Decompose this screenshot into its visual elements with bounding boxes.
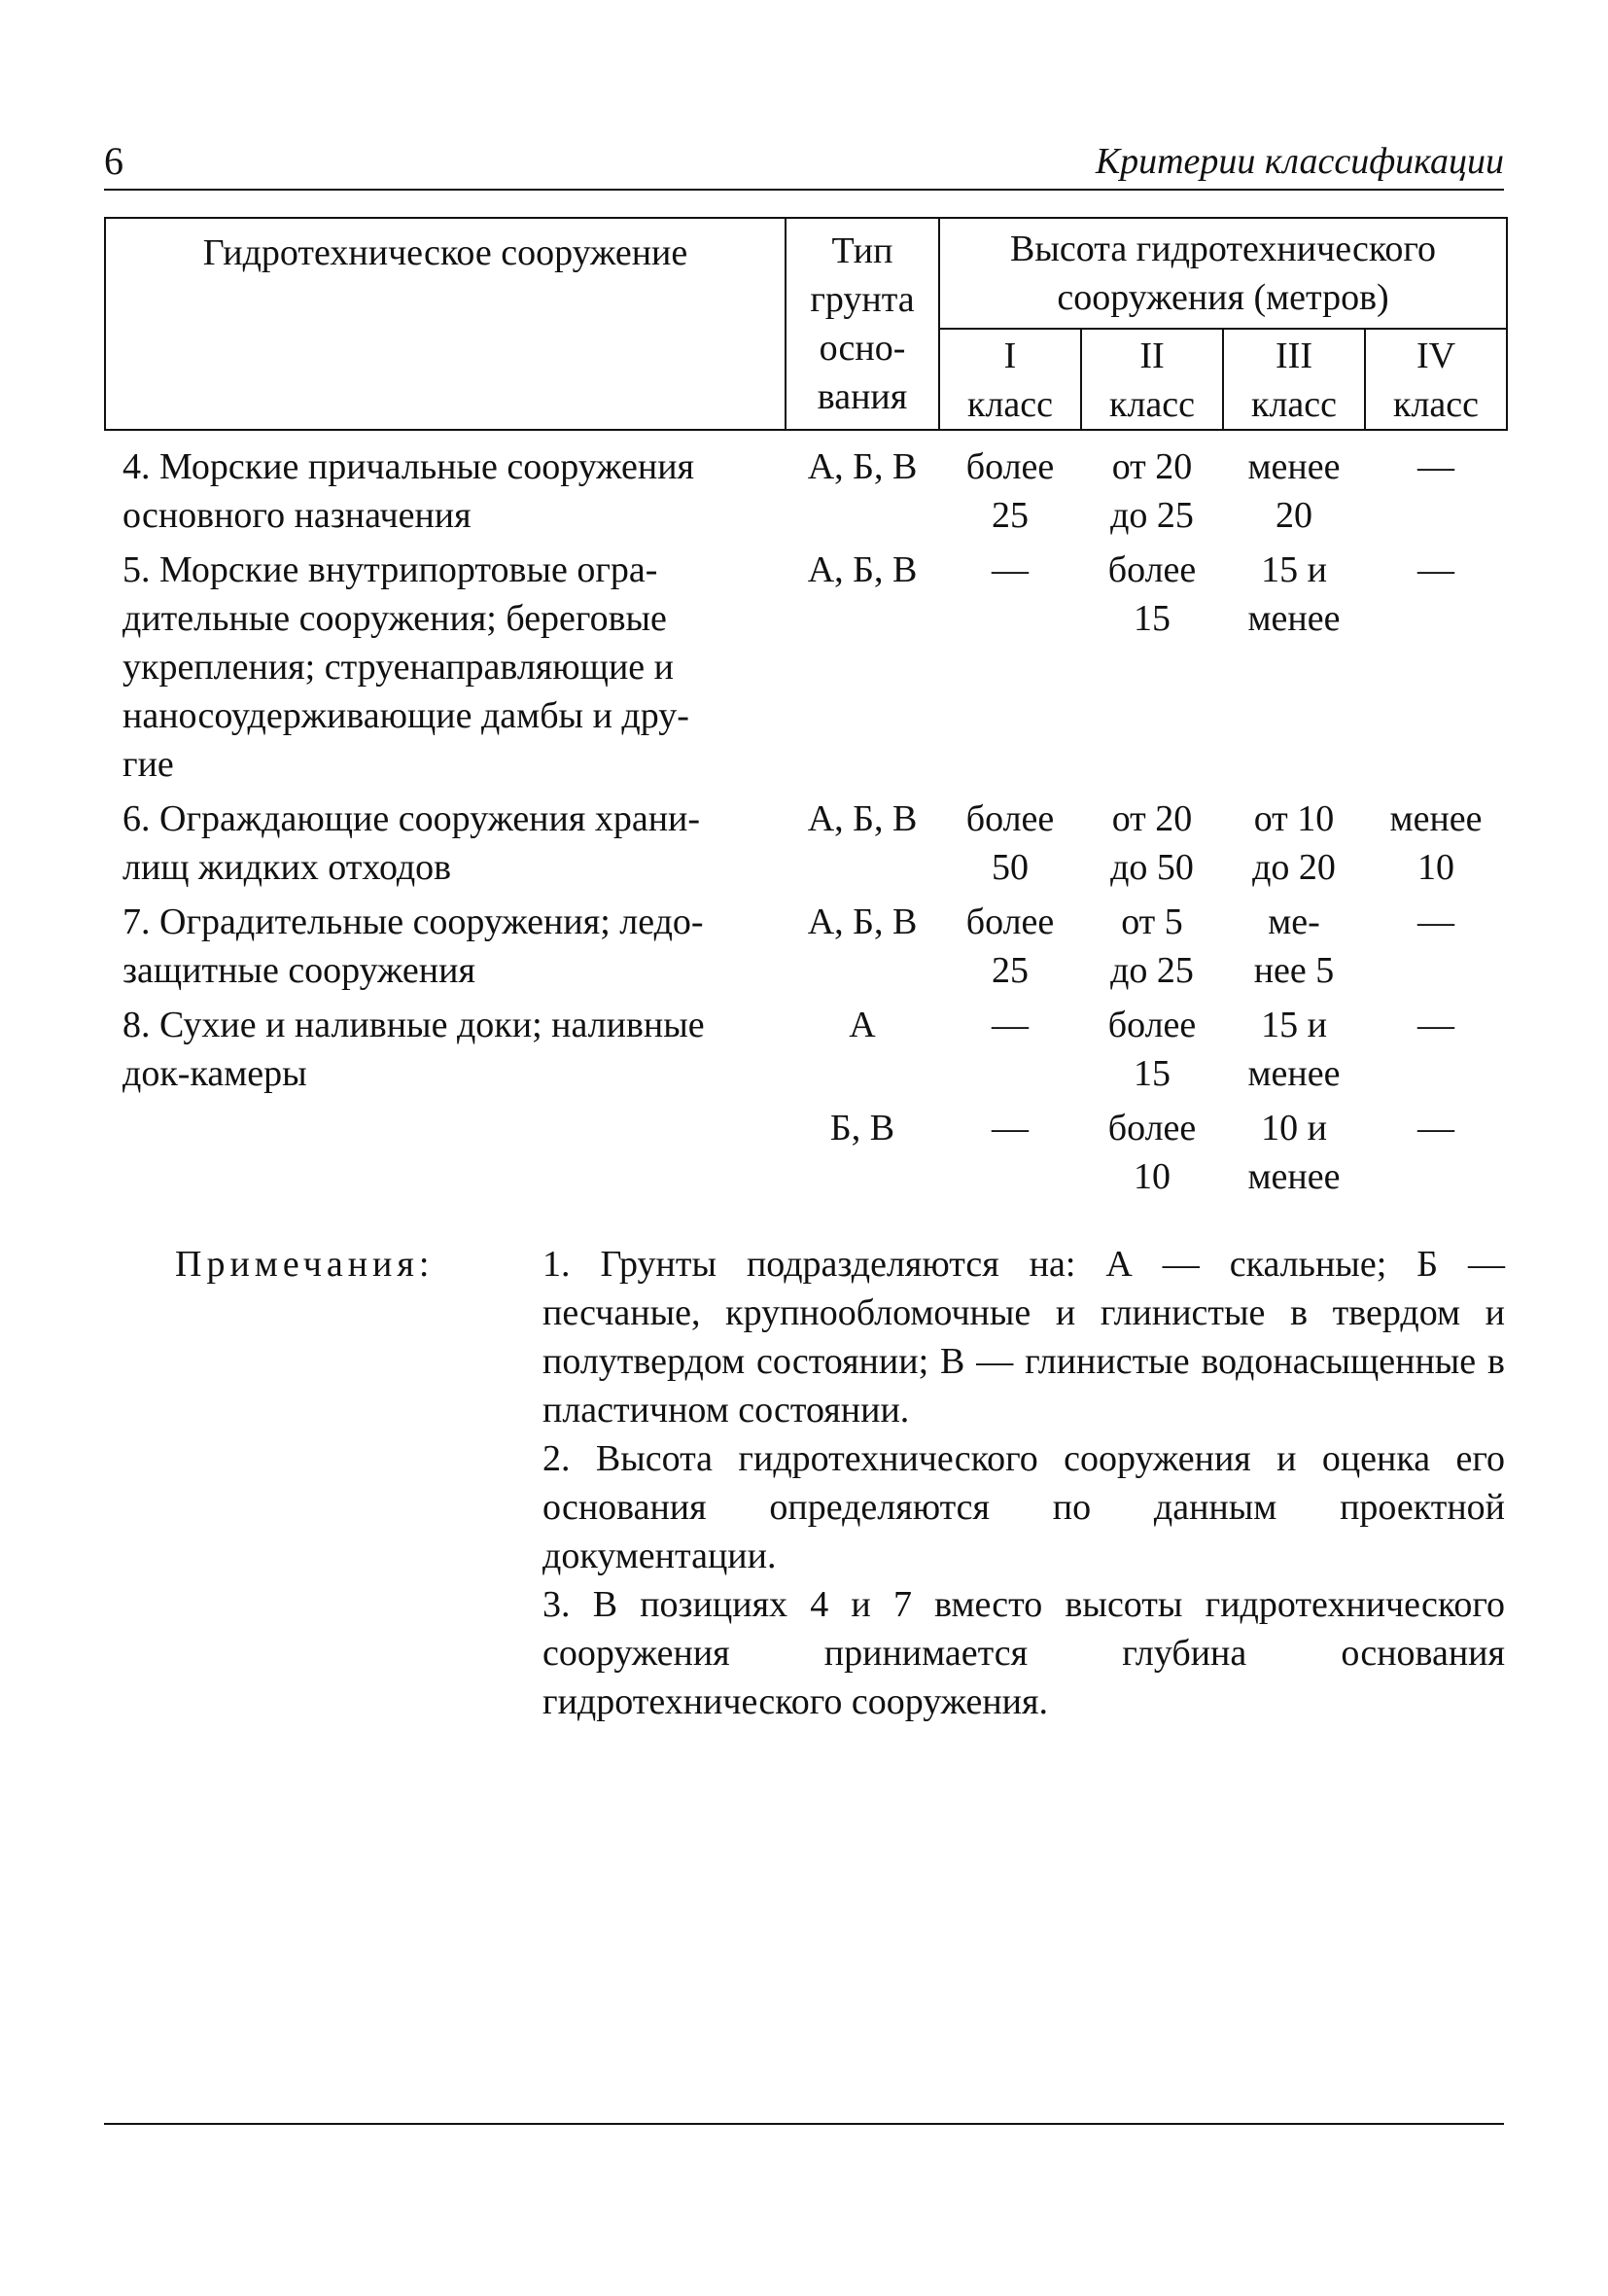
- notes-label: Примечания:: [175, 1244, 435, 1285]
- row-soil: А: [849, 1005, 876, 1045]
- table-row: [105, 892, 1507, 995]
- row-class-2: от 20 до 50: [1110, 798, 1194, 888]
- row-soil: А, Б, В: [807, 549, 918, 590]
- row-class-1: более 25: [965, 446, 1055, 536]
- row-class-4: —: [1417, 446, 1455, 487]
- header-class-1: I класс: [939, 329, 1081, 430]
- row-soil: А, Б, В: [807, 446, 918, 487]
- header-class-4: IV класс: [1365, 329, 1507, 430]
- row-class-2: более 15: [1107, 1005, 1197, 1094]
- section-title: Критерии классификации: [1095, 141, 1504, 182]
- row-structure-name: 7. Оградительные сооружения; ледо- защитные сооружения: [122, 901, 704, 991]
- row-class-1: более 50: [965, 798, 1055, 888]
- row-class-1: —: [992, 1005, 1029, 1045]
- page-number: 6: [104, 139, 123, 183]
- page-header: [104, 128, 1504, 191]
- notes-body: [542, 1240, 1505, 1726]
- footer-rule: [104, 2123, 1504, 2125]
- table-row: [105, 430, 1507, 540]
- table-row: [105, 995, 1507, 1098]
- row-class-2: более 15: [1107, 549, 1197, 639]
- classification-table: [104, 217, 1508, 1201]
- row-class-2: от 20 до 25: [1110, 446, 1194, 536]
- row-class-3: от 10 до 20: [1252, 798, 1336, 888]
- header-soil-type: Тип грунта осно- вания: [786, 218, 939, 430]
- header-structure: Гидротехническое сооружение: [105, 218, 786, 430]
- row-structure-name: 6. Ограждающие сооружения храни- лищ жидких отходов: [122, 798, 701, 888]
- row-class-1: более 25: [965, 901, 1055, 991]
- table-row: [105, 540, 1507, 789]
- row-class-3: 15 и менее: [1247, 549, 1341, 639]
- row-soil: А, Б, В: [807, 798, 918, 839]
- row-class-4: —: [1417, 1005, 1455, 1045]
- table-row: [105, 1098, 1507, 1201]
- row-class-4: —: [1417, 549, 1455, 590]
- row-soil: Б, В: [829, 1108, 895, 1148]
- row-structure-name: [105, 1098, 786, 1201]
- row-soil: А, Б, В: [807, 901, 918, 942]
- row-class-4: менее 10: [1389, 798, 1483, 888]
- row-class-3: 15 и менее: [1247, 1005, 1341, 1094]
- row-structure-name: 8. Сухие и наливные доки; наливные док-камеры: [122, 1005, 705, 1094]
- header-class-3: III класс: [1223, 329, 1365, 430]
- table-row: [105, 789, 1507, 892]
- note-item: 1. Грунты подразделяются на: А — скальные; Б — песчаные, крупнообломочные и глинистые в твердом и полутвердом состоянии; В — глинистые водонасыщенные в пластичном состоянии.: [542, 1244, 1505, 1431]
- header-height: Высота гидротехнического сооружения (метров): [939, 218, 1507, 329]
- row-class-2: более 10: [1107, 1108, 1197, 1197]
- row-class-3: ме- нее 5: [1253, 901, 1335, 991]
- note-item: 3. В позициях 4 и 7 вместо высоты гидротехнического сооружения принимается глубина основания гидротехнического сооружения.: [542, 1584, 1505, 1722]
- row-class-4: —: [1417, 901, 1455, 942]
- row-class-4: —: [1417, 1108, 1455, 1148]
- row-class-3: 10 и менее: [1247, 1108, 1341, 1197]
- row-structure-name: 4. Морские причальные сооружения основного назначения: [122, 446, 695, 536]
- row-class-2: от 5 до 25: [1110, 901, 1194, 991]
- header-class-2: II класс: [1081, 329, 1223, 430]
- row-class-1: —: [992, 1108, 1029, 1148]
- row-class-3: менее 20: [1247, 446, 1341, 536]
- row-class-1: —: [992, 549, 1029, 590]
- row-structure-name: 5. Морские внутрипортовые огра- дительные сооружения; береговые укрепления; струенаправляющие и наносоудерживающие дамбы и дру- гие: [122, 549, 689, 785]
- note-item: 2. Высота гидротехнического сооружения и оценка его основания определяются по данным проектной документации.: [542, 1438, 1505, 1576]
